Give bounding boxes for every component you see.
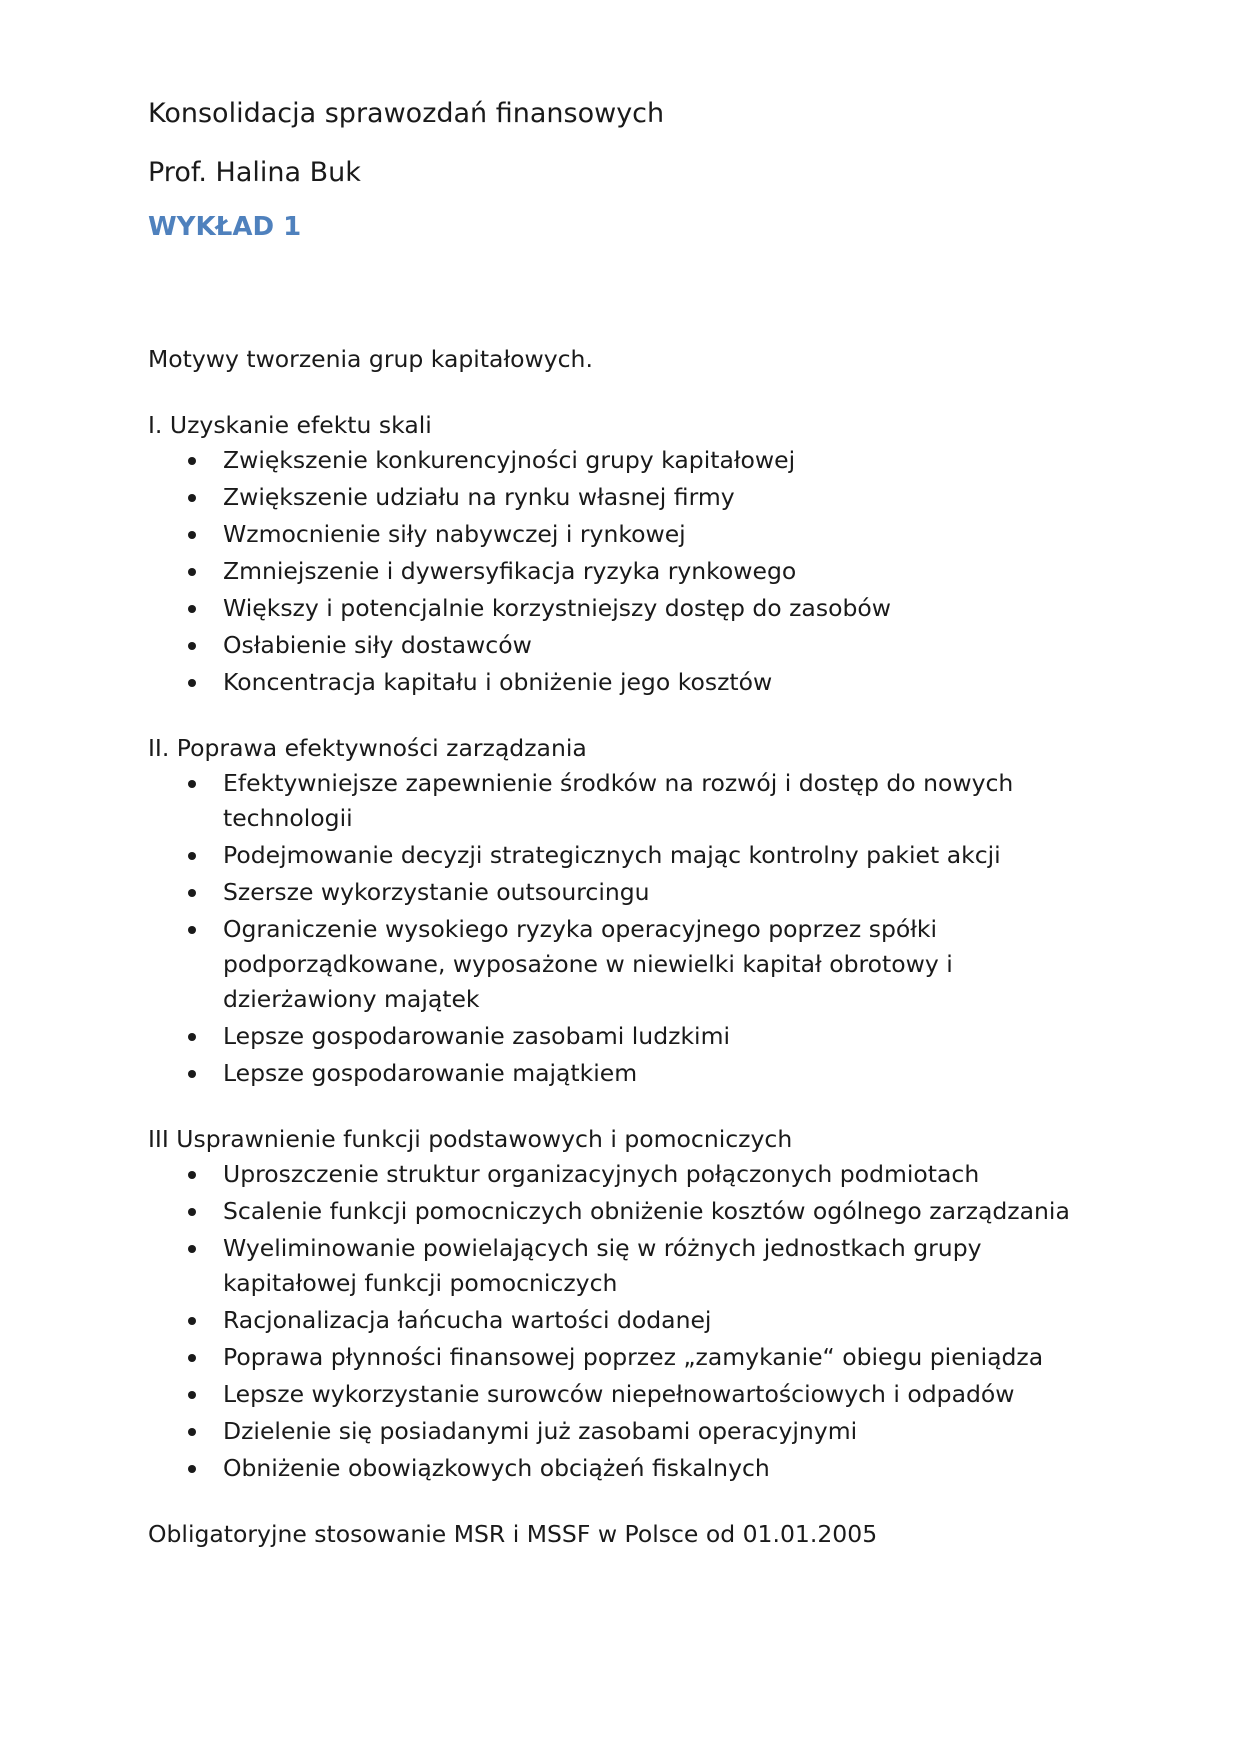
bullet-icon bbox=[188, 1245, 196, 1253]
bullet-icon bbox=[188, 1208, 196, 1216]
list-item-text: Lepsze gospodarowanie majątkiem bbox=[223, 1059, 638, 1087]
lecture-heading: WYKŁAD 1 bbox=[148, 212, 302, 242]
list-item-text: Wyeliminowanie powielających się w różnych jednostkach grupy kapitałowej funkcji pomocniczych bbox=[223, 1234, 982, 1297]
list-item-text: Efektywniejsze zapewnienie środków na rozwój i dostęp do nowych technologii bbox=[223, 769, 1014, 832]
list-item bbox=[148, 912, 1088, 1017]
list-item-text: Większy i potencjalnie korzystniejszy dostęp do zasobów bbox=[223, 594, 891, 622]
bullet-icon bbox=[188, 780, 196, 788]
list-item-text: Uproszczenie struktur organizacyjnych połączonych podmiotach bbox=[223, 1160, 980, 1188]
intro-paragraph: Motywy tworzenia grup kapitałowych. bbox=[148, 345, 593, 373]
document-body bbox=[148, 342, 1088, 1552]
document-title: Konsolidacja sprawozdań finansowych bbox=[148, 98, 665, 129]
bullet-list bbox=[148, 443, 1088, 700]
list-item-text: Zwiększenie konkurencyjności grupy kapitałowej bbox=[223, 446, 796, 474]
list-item-text: Lepsze gospodarowanie zasobami ludzkimi bbox=[223, 1022, 731, 1050]
list-item-text: Osłabienie siły dostawców bbox=[223, 631, 532, 659]
list-item bbox=[148, 1194, 1088, 1229]
list-item bbox=[148, 591, 1088, 626]
section bbox=[148, 408, 1088, 700]
list-item-text: Zwiększenie udziału na rynku własnej firmy bbox=[223, 483, 735, 511]
list-item bbox=[148, 1303, 1088, 1338]
list-item bbox=[148, 1377, 1088, 1412]
list-item-text: Obniżenie obowiązkowych obciążeń fiskalnych bbox=[223, 1454, 770, 1482]
section bbox=[148, 731, 1088, 1091]
bullet-icon bbox=[188, 531, 196, 539]
section-heading: II. Poprawa efektywności zarządzania bbox=[148, 734, 587, 762]
list-item-text: Scalenie funkcji pomocniczych obniżenie kosztów ogólnego zarządzania bbox=[223, 1197, 1070, 1225]
list-item-text: Racjonalizacja łańcucha wartości dodanej bbox=[223, 1306, 712, 1334]
list-item-text: Wzmocnienie siły nabywczej i rynkowej bbox=[223, 520, 686, 548]
list-item bbox=[148, 1056, 1088, 1091]
bullet-icon bbox=[188, 642, 196, 650]
list-item bbox=[148, 628, 1088, 663]
bullet-icon bbox=[188, 926, 196, 934]
list-item bbox=[148, 838, 1088, 873]
list-item-text: Podejmowanie decyzji strategicznych mając kontrolny pakiet akcji bbox=[223, 841, 1001, 869]
section-heading: III Usprawnienie funkcji podstawowych i pomocniczych bbox=[148, 1125, 793, 1153]
list-item bbox=[148, 1414, 1088, 1449]
list-item-text: Poprawa płynności finansowej poprzez „zamykanie“ obiegu pieniądza bbox=[223, 1343, 1044, 1371]
list-item-text: Szersze wykorzystanie outsourcingu bbox=[223, 878, 650, 906]
list-item bbox=[148, 480, 1088, 515]
bullet-icon bbox=[188, 457, 196, 465]
list-item bbox=[148, 875, 1088, 910]
list-item-text: Dzielenie się posiadanymi już zasobami operacyjnymi bbox=[223, 1417, 858, 1445]
bullet-list bbox=[148, 766, 1088, 1091]
list-item-text: Zmniejszenie i dywersyfikacja ryzyka rynkowego bbox=[223, 557, 797, 585]
list-item-text: Ograniczenie wysokiego ryzyka operacyjnego poprzez spółki podporządkowane, wyposażone w niewielki kapitał obrotowy i dzierżawiony majątek bbox=[223, 915, 953, 1013]
bullet-icon bbox=[188, 568, 196, 576]
sections-container bbox=[148, 408, 1088, 1486]
list-item bbox=[148, 766, 1088, 836]
bullet-icon bbox=[188, 852, 196, 860]
list-item bbox=[148, 554, 1088, 589]
bullet-icon bbox=[188, 605, 196, 613]
list-item-text: Koncentracja kapitału i obniżenie jego kosztów bbox=[223, 668, 773, 696]
bullet-icon bbox=[188, 1354, 196, 1362]
bullet-icon bbox=[188, 1033, 196, 1041]
list-item bbox=[148, 1340, 1088, 1375]
bullet-icon bbox=[188, 1465, 196, 1473]
bullet-icon bbox=[188, 1317, 196, 1325]
document-author: Prof. Halina Buk bbox=[148, 157, 361, 188]
bullet-icon bbox=[188, 679, 196, 687]
list-item-text: Lepsze wykorzystanie surowców niepełnowartościowych i odpadów bbox=[223, 1380, 1015, 1408]
bullet-icon bbox=[188, 1428, 196, 1436]
footer-note: Obligatoryjne stosowanie MSR i MSSF w Polsce od 01.01.2005 bbox=[148, 1520, 878, 1548]
list-item bbox=[148, 517, 1088, 552]
list-item bbox=[148, 665, 1088, 700]
list-item bbox=[148, 1157, 1088, 1192]
bullet-icon bbox=[188, 1391, 196, 1399]
list-item bbox=[148, 1451, 1088, 1486]
section-heading: I. Uzyskanie efektu skali bbox=[148, 411, 432, 439]
section bbox=[148, 1122, 1088, 1486]
list-item bbox=[148, 443, 1088, 478]
list-item bbox=[148, 1231, 1088, 1301]
bullet-icon bbox=[188, 494, 196, 502]
bullet-list bbox=[148, 1157, 1088, 1486]
list-item bbox=[148, 1019, 1088, 1054]
bullet-icon bbox=[188, 889, 196, 897]
bullet-icon bbox=[188, 1070, 196, 1078]
bullet-icon bbox=[188, 1171, 196, 1179]
